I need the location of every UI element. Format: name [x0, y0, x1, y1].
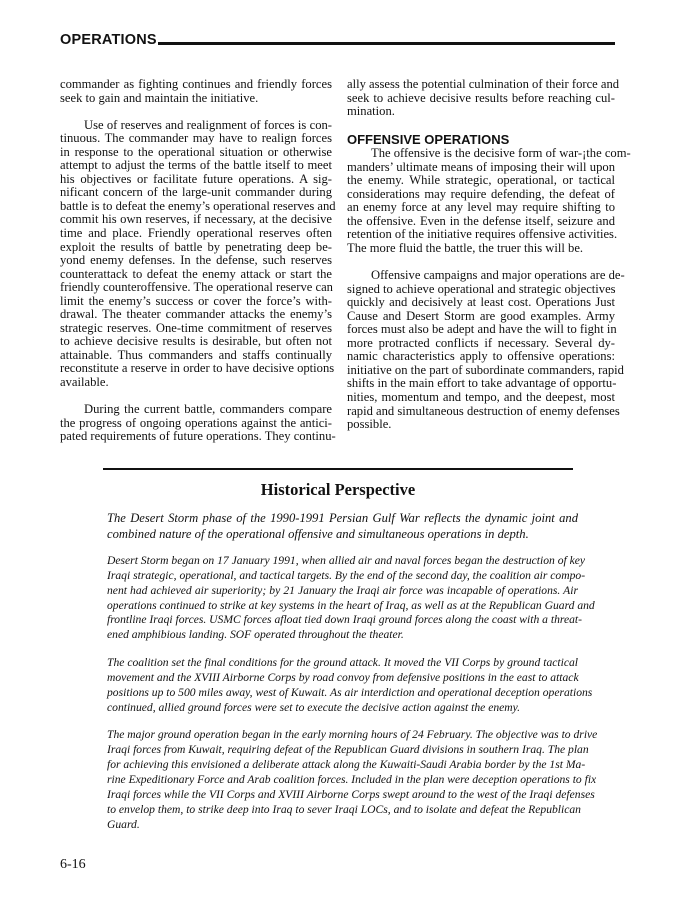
text-line: ally assess the potential culmination of their force and	[347, 77, 620, 91]
text-line: attainable. Thus commanders and staffs continually	[60, 347, 332, 362]
text-line: namic characteristics apply to offensive operations:	[347, 349, 615, 364]
text-line: Iraqi strategic, operational, and tactical targets. By the end of the second day, the coalition air compo-	[107, 568, 586, 582]
text-line: nificant concern of the large-unit commander during	[60, 185, 332, 200]
text-line: shifts in the main effort to take advantage of opportu-	[347, 376, 617, 391]
text-line: friendly counteroffensive. The operational reserve can	[60, 280, 333, 295]
paragraph	[347, 146, 631, 256]
historical-perspective-box	[107, 510, 598, 845]
text-line: seek to gain and maintain the initiative.	[60, 90, 259, 105]
text-line: nent had achieved air superiority; by 21 January the Iraqi air force was incapable of operations. Air	[107, 583, 578, 597]
sidebar-title: Historical Perspective	[260, 480, 416, 499]
text-line: initiative on the part of subordinate commanders, rapid	[347, 362, 624, 377]
text-line: The coalition set the final conditions for the ground attack. It moved the VII Corps by ground tactical	[107, 656, 578, 670]
sidebar-summary	[107, 510, 578, 542]
text-line: Use of reserves and realignment of forces is con-	[84, 117, 332, 132]
page-number: 6-16	[60, 857, 86, 872]
text-line: exploit the results of battle by penetrating deep be-	[60, 239, 332, 254]
text-line: operations continued to strike at key systems in the heart of Iraq, as well as at the Republican Guard and	[107, 598, 595, 612]
section-heading: OFFENSIVE OPERATIONS	[347, 132, 510, 148]
text-line: the enemy. While strategic, operational, or tactical	[347, 173, 615, 188]
text-line: his objectives or facilitate future operations. A sig-	[60, 171, 332, 186]
text-line: Iraqi forces while the VII Corps and XVIII Airborne Corps swept around to the west of the Iraqi defenses	[107, 787, 595, 801]
text-line: the progress of ongoing operations against the antici-	[60, 415, 332, 430]
paragraph	[347, 268, 625, 432]
text-line: retention of the initiative requires offensive activities.	[347, 227, 618, 242]
text-line: tinuous. The commander may have to realign forces	[60, 131, 332, 146]
text-line: time and place. Friendly operational reserves often	[60, 226, 332, 241]
text-line: limit the enemy’s success or cover the force’s with-	[60, 293, 332, 308]
text-line: in response to the operational situation or otherwise	[60, 144, 332, 159]
text-line: ened amphibious landing. SOF operated throughout the theater.	[107, 628, 404, 642]
right-column	[347, 77, 631, 445]
text-line: continued, allied ground forces were set to execute the decisive action against the enemy.	[107, 700, 521, 714]
text-line: considerations may require defending, the defeat of	[347, 186, 615, 201]
text-line: strategic reserves. One-time commitment of reserves	[60, 320, 332, 335]
text-line: Desert Storm began on 17 January 1991, when allied air and naval forces began the destruction of key	[107, 554, 586, 567]
intro-paragraph	[347, 77, 620, 119]
text-line: The offensive is the decisive form of war-¡the com-	[371, 146, 631, 161]
paragraph	[107, 554, 595, 643]
text-line: pated requirements of future operations. They continu-	[60, 429, 336, 444]
text-line: drawal. The theater commander attacks the enemy’s	[60, 307, 332, 322]
text-line: an enemy force at any level may require shifting to	[347, 200, 615, 215]
left-column	[60, 77, 336, 457]
text-line: frontline Iraqi forces. USMC forces afloat tied down Iraqi ground forces along the coast with a threat-	[107, 613, 582, 627]
text-line: nities, momentum and tempo, and the deepest, most	[347, 390, 615, 405]
text-line: signed to achieve operational and strategic objectives	[347, 281, 616, 296]
text-line: to envelop them, to strike deep into Iraq to sever Iraqi LOCs, and to isolate and defeat the Republican	[107, 802, 581, 816]
text-line: The more fluid the battle, the truer this will be.	[347, 241, 584, 256]
text-line: more protracted conflicts if necessary. Several dy-	[347, 335, 615, 350]
text-line: Cause and Desert Storm are good examples. Army	[347, 308, 615, 323]
text-line: commander as fighting continues and friendly forces	[60, 77, 332, 91]
text-line: battle is to defeat the enemy’s operational reserves and	[60, 198, 336, 213]
text-line: The major ground operation began in the early morning hours of 24 February. The objective was to drive	[107, 728, 598, 742]
text-line: The Desert Storm phase of the 1990-1991 Persian Gulf War reflects the dynamic joint and	[107, 511, 578, 525]
text-line: seek to achieve decisive results before reaching cul-	[347, 90, 615, 105]
text-line: Iraqi forces from Kuwait, requiring defeat of the Republican Guard divisions in southern Iraq. The plan	[107, 743, 589, 757]
text-line: rapid and simultaneous destruction of enemy defenses	[347, 403, 620, 418]
text-line: Offensive campaigns and major operations are de-	[371, 268, 625, 283]
text-line: mination.	[347, 104, 395, 119]
sidebar-top-rule	[103, 468, 573, 470]
text-line: commit his own reserves, if necessary, at the decisive	[60, 212, 332, 227]
text-line: available.	[60, 375, 109, 390]
text-line: attempt to adjust the terms of the battle itself to meet	[60, 158, 332, 173]
text-line: During the current battle, commanders compare	[84, 402, 332, 417]
text-line: for achieving this envisioned a deliberate attack along the Kuwaiti-Saudi Arabia border by the 1st Ma-	[107, 758, 586, 772]
offensive-operations-body	[347, 146, 631, 432]
text-line: to achieve decisive results is desirable, but often not	[60, 334, 332, 349]
text-line: positions up to 500 miles away, west of Kuwait. As air interdiction and operational deception operations	[107, 685, 593, 699]
paragraph	[60, 402, 336, 444]
text-line: the offensive. Even in the defense itself, seizure and	[347, 213, 615, 228]
text-line: manders’ ultimate means of imposing their will upon	[347, 159, 615, 174]
text-line: Guard.	[107, 817, 140, 831]
header-rule	[158, 42, 615, 45]
text-line: possible.	[347, 417, 392, 432]
sidebar-body	[107, 554, 598, 832]
text-line: counterattack to defeat the enemy attack or start the	[60, 266, 332, 281]
paragraph	[60, 78, 332, 105]
text-line: reconstitute a reserve in order to have decisive options	[60, 361, 335, 376]
text-line: quickly and decisively at least cost. Operations Just	[347, 295, 615, 310]
text-line: combined nature of the operational offensive and simultaneous operations in depth.	[107, 527, 529, 541]
text-line: movement and the XVIII Airborne Corps by road convoy from defensive positions in the east to attack	[107, 670, 579, 684]
text-line: forces must also be adept and have the will to fight in	[347, 322, 617, 337]
running-header: OPERATIONS	[60, 32, 157, 48]
paragraph	[60, 117, 336, 390]
paragraph	[107, 728, 598, 832]
text-line: rine Expeditionary Force and Arab coalition forces. Included in the plan were deception operations to fix	[107, 772, 597, 786]
paragraph	[107, 656, 593, 715]
text-line: yond enemy defenses. In the defense, such reserves	[60, 253, 332, 268]
